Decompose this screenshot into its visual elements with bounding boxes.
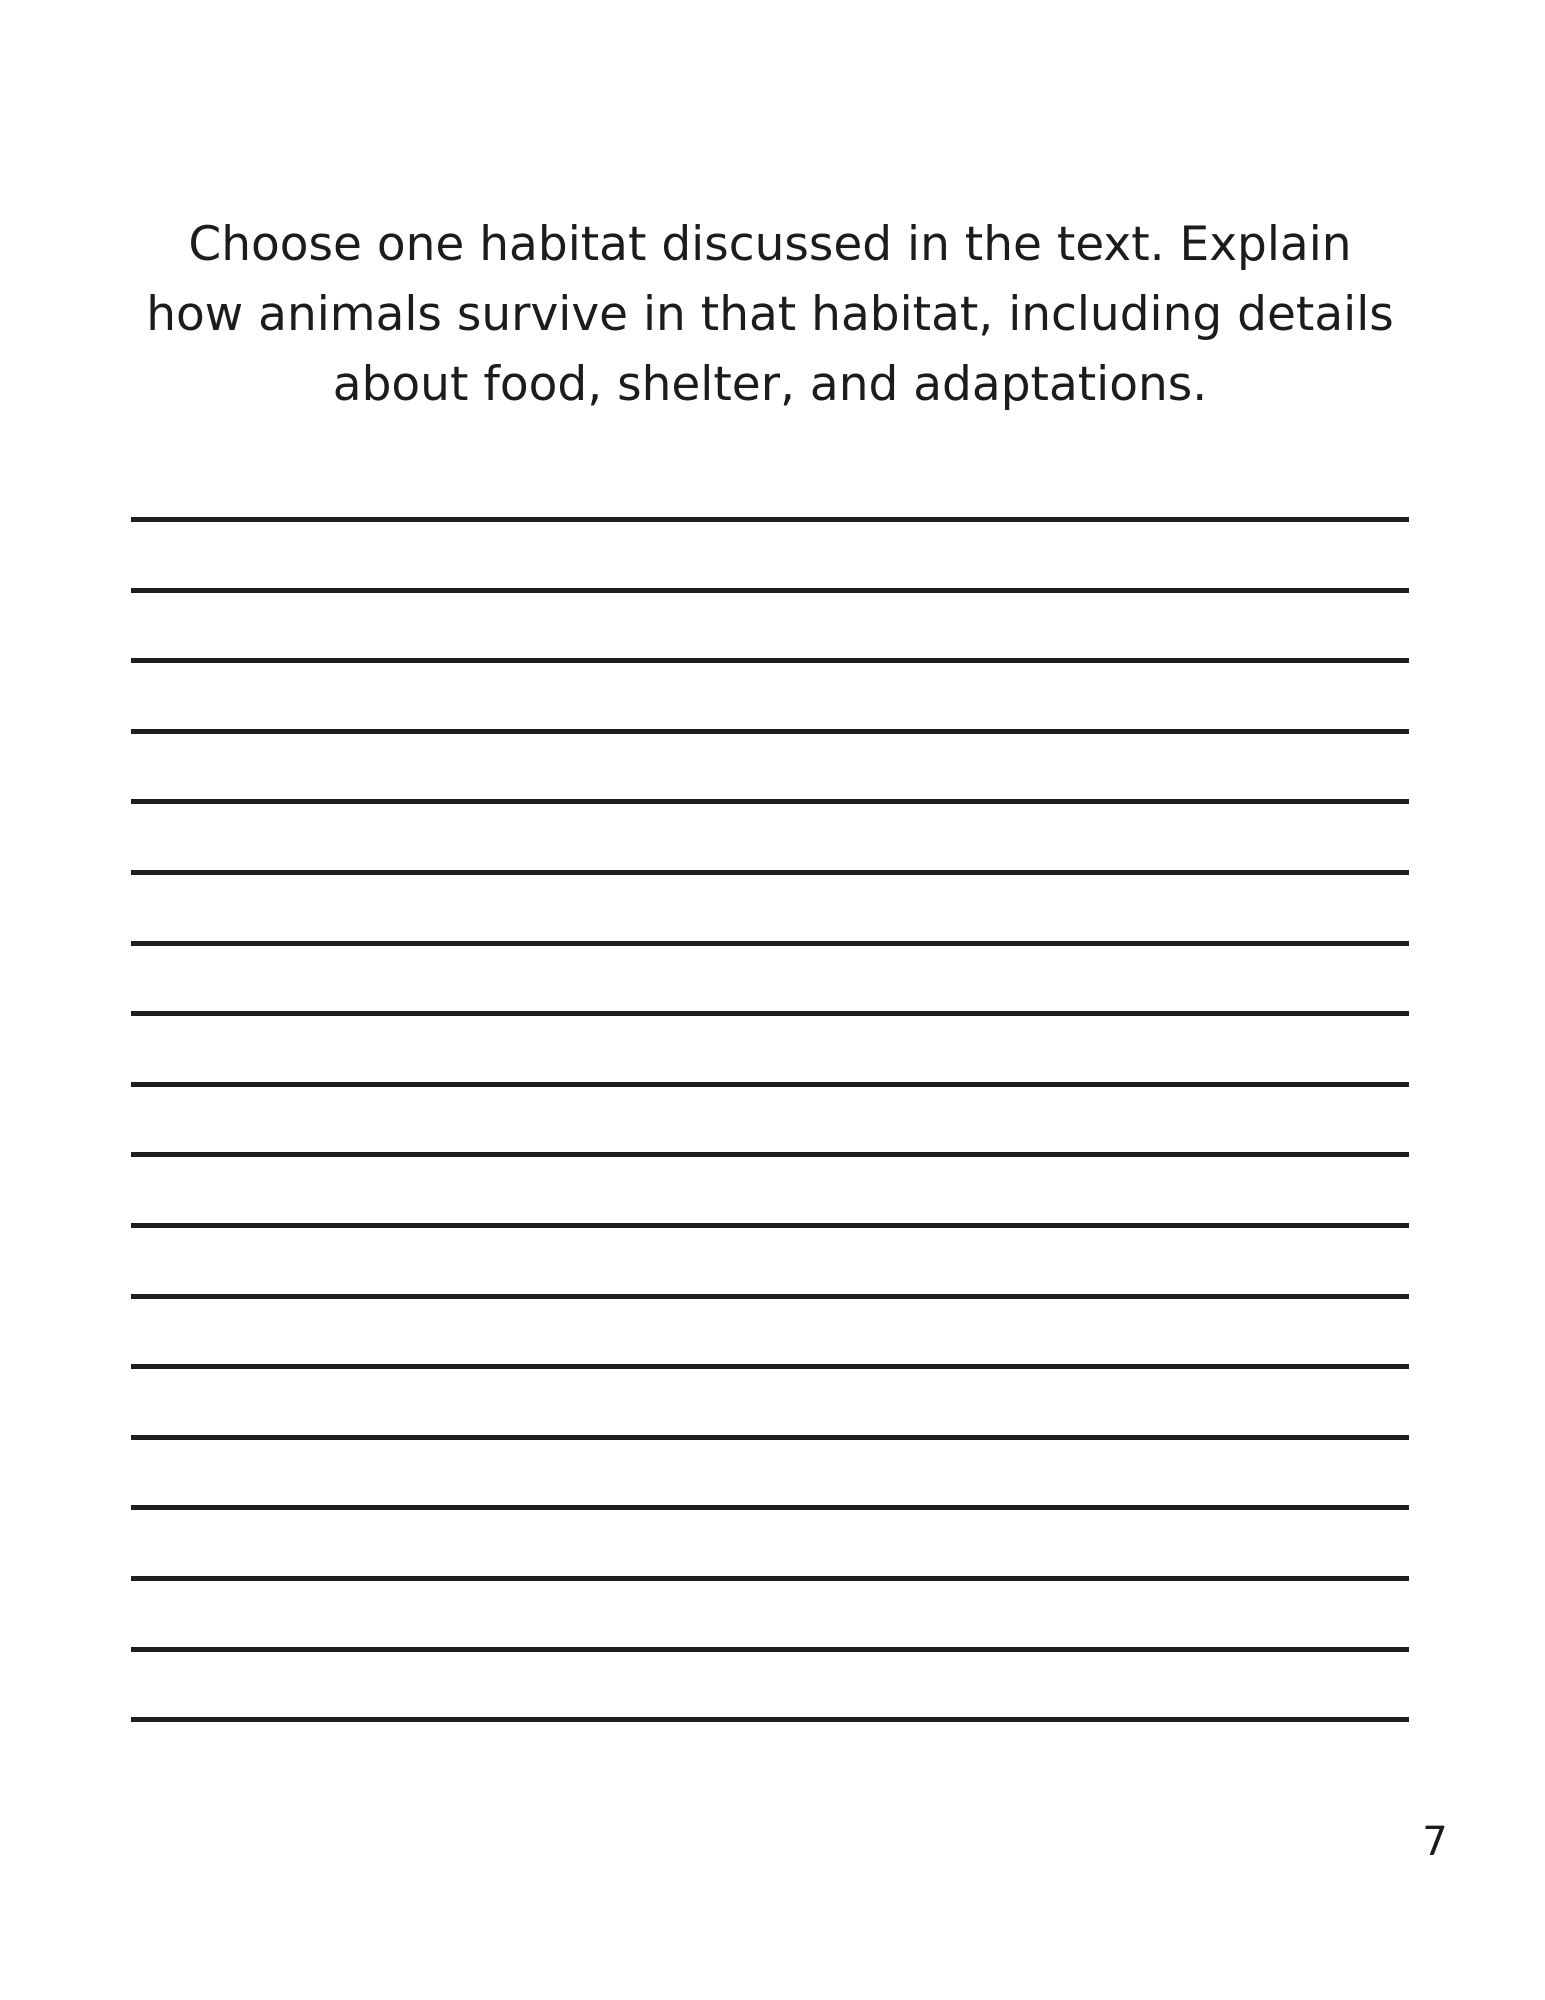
writing-line[interactable]: [131, 1717, 1409, 1722]
writing-line[interactable]: [131, 1505, 1409, 1510]
prompt-line-2: how animals survive in that habitat, including details: [146, 287, 1394, 342]
writing-line[interactable]: [131, 1647, 1409, 1652]
writing-line[interactable]: [131, 588, 1409, 593]
prompt-line-1: Choose one habitat discussed in the text. Explain: [188, 217, 1352, 272]
prompt-text: [120, 210, 1420, 420]
page-number: 7: [1422, 1819, 1448, 1865]
writing-line[interactable]: [131, 1082, 1409, 1087]
writing-line[interactable]: [131, 799, 1409, 804]
writing-line[interactable]: [131, 941, 1409, 946]
writing-line[interactable]: [131, 729, 1409, 734]
writing-line[interactable]: [131, 1435, 1409, 1440]
writing-line[interactable]: [131, 1152, 1409, 1157]
writing-line[interactable]: [131, 1011, 1409, 1016]
writing-line[interactable]: [131, 1576, 1409, 1581]
writing-line[interactable]: [131, 658, 1409, 663]
writing-line[interactable]: [131, 517, 1409, 522]
prompt-line-3: about food, shelter, and adaptations.: [332, 357, 1208, 412]
writing-line[interactable]: [131, 1364, 1409, 1369]
writing-line[interactable]: [131, 1223, 1409, 1228]
writing-line[interactable]: [131, 870, 1409, 875]
writing-line[interactable]: [131, 1294, 1409, 1299]
